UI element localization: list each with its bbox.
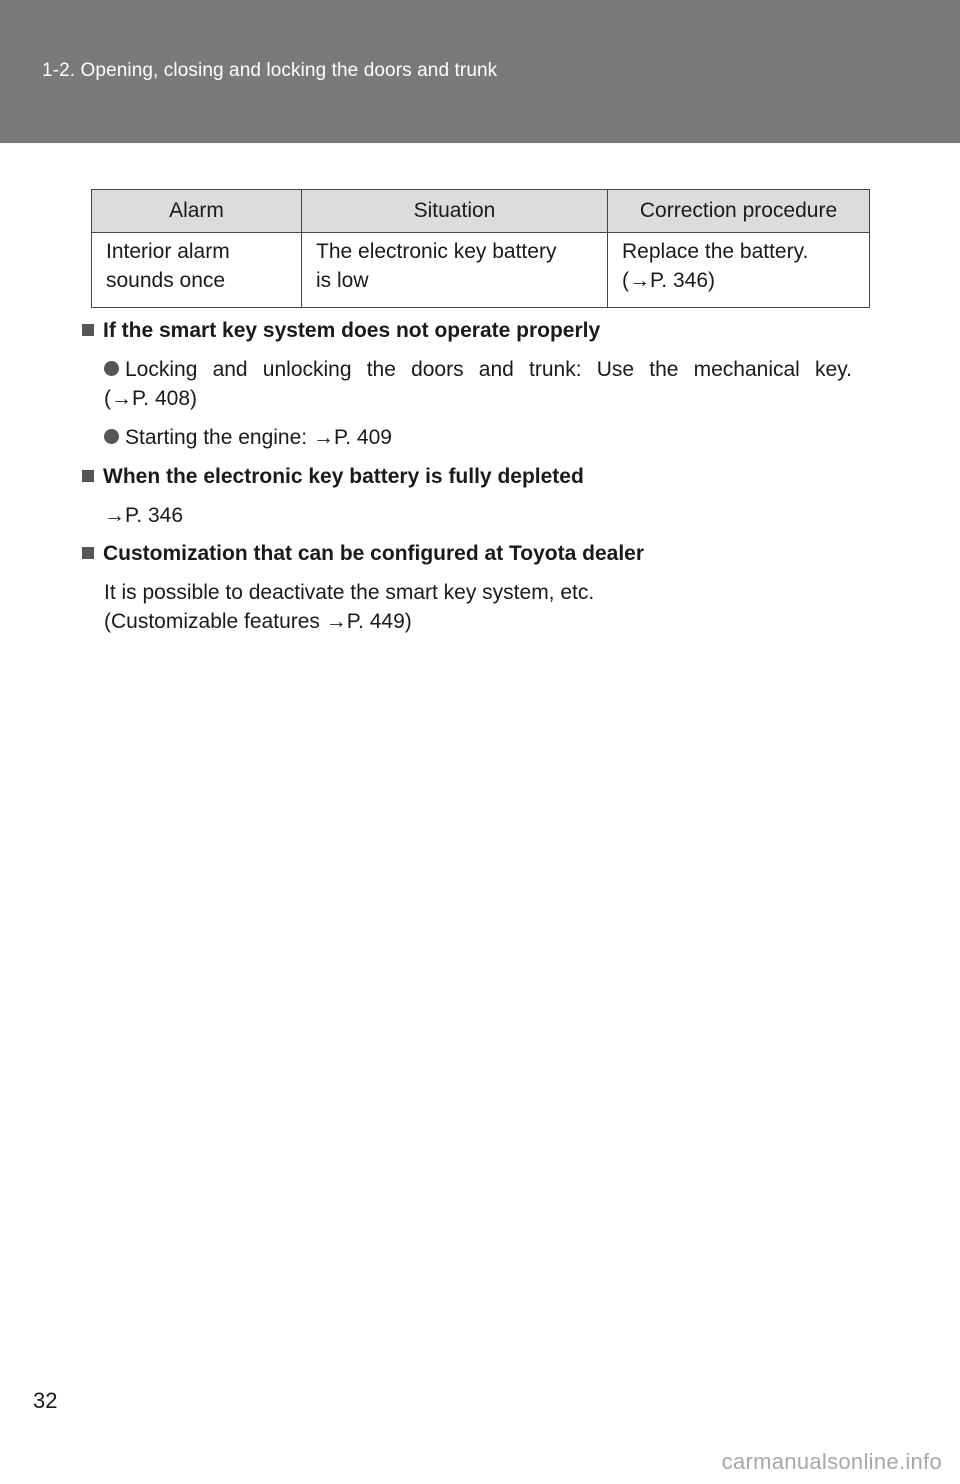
alarm-table <box>91 189 870 308</box>
cell-text: sounds once <box>106 269 226 292</box>
table-header-correction: Correction procedure <box>608 190 870 233</box>
round-bullet-icon <box>104 429 119 444</box>
table-cell-situation <box>302 233 608 308</box>
table-cell-correction <box>608 233 870 308</box>
body-text: (Customizable features →P. 449) <box>104 610 412 633</box>
page-reference: (→P. 408) <box>104 387 197 410</box>
cell-text: The electronic key battery <box>316 240 557 263</box>
bullet-item <box>104 423 852 452</box>
page-number: 32 <box>33 1388 58 1413</box>
watermark: carmanualsonline.info <box>721 1449 942 1474</box>
page-reference: (→P. 346) <box>622 269 715 292</box>
cell-text: Replace the battery. <box>622 240 809 263</box>
section-heading <box>82 539 644 568</box>
section-heading <box>82 316 600 345</box>
cell-text: Interior alarm <box>106 240 230 263</box>
bullet-text: Starting the engine: →P. 409 <box>125 426 392 449</box>
section-heading-text: When the electronic key battery is fully depleted <box>103 465 584 488</box>
bullet-text: Locking and unlocking the doors and trunk: Use the mechanical key. <box>125 358 852 381</box>
section-heading-text: If the smart key system does not operate properly <box>103 319 601 342</box>
table-header-row <box>92 190 870 233</box>
round-bullet-icon <box>104 361 119 376</box>
table-row <box>92 233 870 308</box>
bullet-item <box>104 355 852 413</box>
section-heading-text: Customization that can be configured at Toyota dealer <box>103 542 645 565</box>
body-paragraph <box>104 578 594 636</box>
cell-text: is low <box>316 269 369 292</box>
square-bullet-icon <box>82 470 94 482</box>
section-title: 1-2. Opening, closing and locking the doors and trunk <box>42 60 498 81</box>
square-bullet-icon <box>82 547 94 559</box>
table-header-situation: Situation <box>302 190 608 233</box>
header-band <box>0 0 960 143</box>
page-reference: →P. 346 <box>104 504 184 527</box>
square-bullet-icon <box>82 324 94 336</box>
bullet-line <box>104 355 852 384</box>
body-text: It is possible to deactivate the smart key system, etc. <box>104 581 595 604</box>
table-header-alarm: Alarm <box>92 190 302 233</box>
table-cell-alarm <box>92 233 302 308</box>
section-heading <box>82 462 584 491</box>
